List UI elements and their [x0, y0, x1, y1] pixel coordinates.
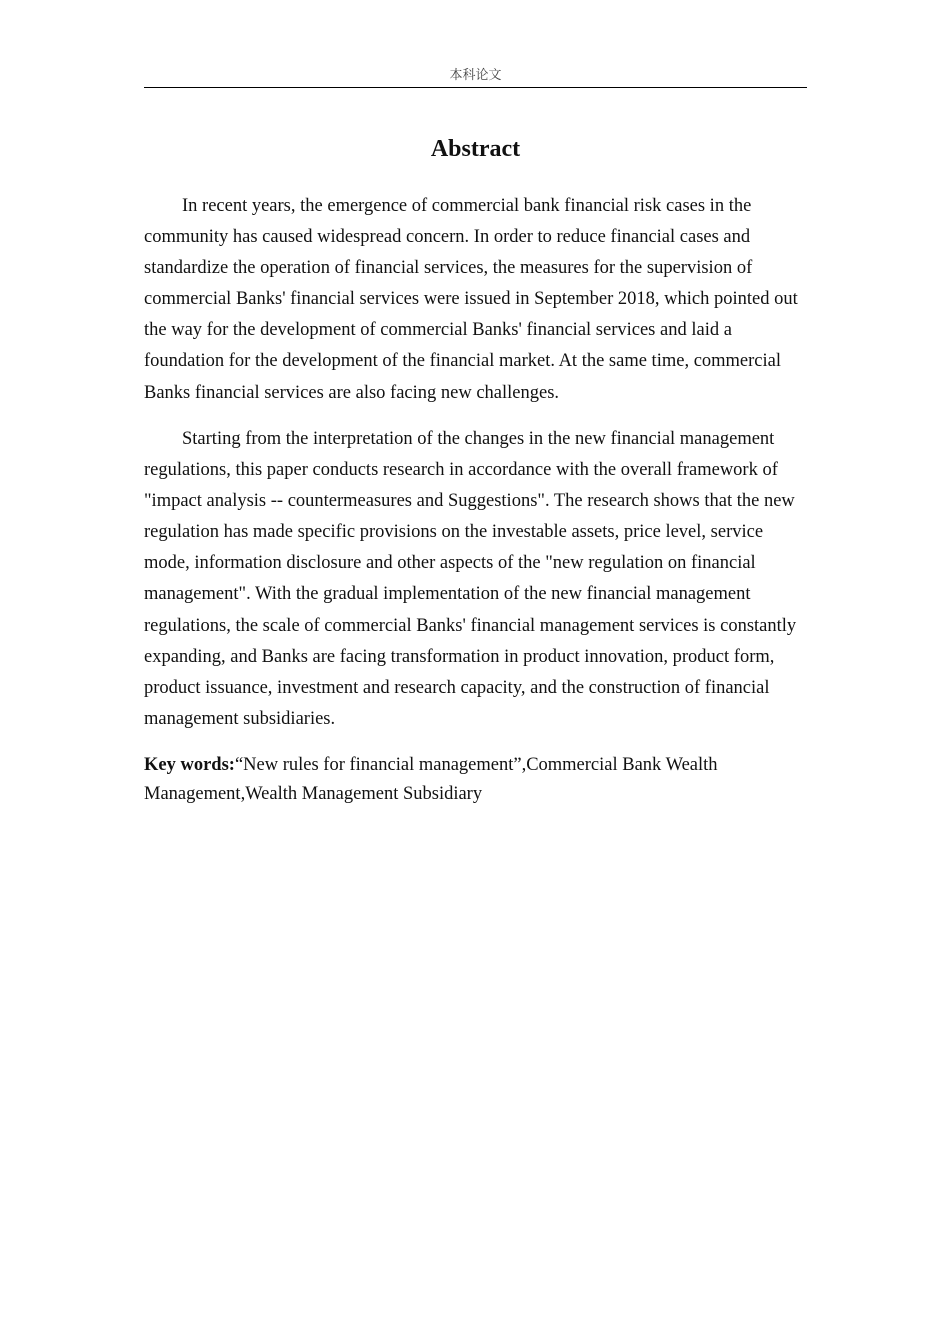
page-header — [144, 66, 807, 88]
keywords — [144, 751, 807, 808]
abstract-paragraph-1: In recent years, the emergence of commercial bank financial risk cases in the community has caused widespread concern. In order to reduce financial cases and standardize the operation of financial services, the measures for the supervision of commercial Banks' financial services were issued in September 2018, which pointed out the way for the development of commercial Banks' financial services and laid a foundation for the development of the financial market. At the same time, commercial Banks financial services are also facing new challenges. — [144, 196, 798, 403]
keywords-text: “New rules for financial management”,Commercial Bank Wealth Management,Wealth Management Subsidiary — [144, 755, 718, 804]
keywords-label: Key words: — [144, 755, 235, 775]
running-title: 本科论文 — [449, 68, 502, 83]
abstract-title: Abstract — [430, 136, 521, 162]
abstract-paragraph-2: Starting from the interpretation of the changes in the new financial management regulations, this paper conducts research in accordance with the overall framework of "impact analysis -- countermeasures and Suggestions". The research shows that the new regulation has made specific provisions on the investable assets, price level, service mode, information disclosure and other aspects of the "new regulation on financial management". With the gradual implementation of the new financial management regulations, the scale of commercial Banks' financial management services is constantly expanding, and Banks are facing transformation in product innovation, product form, product issuance, investment and research capacity, and the construction of financial management subsidiaries. — [144, 429, 797, 729]
